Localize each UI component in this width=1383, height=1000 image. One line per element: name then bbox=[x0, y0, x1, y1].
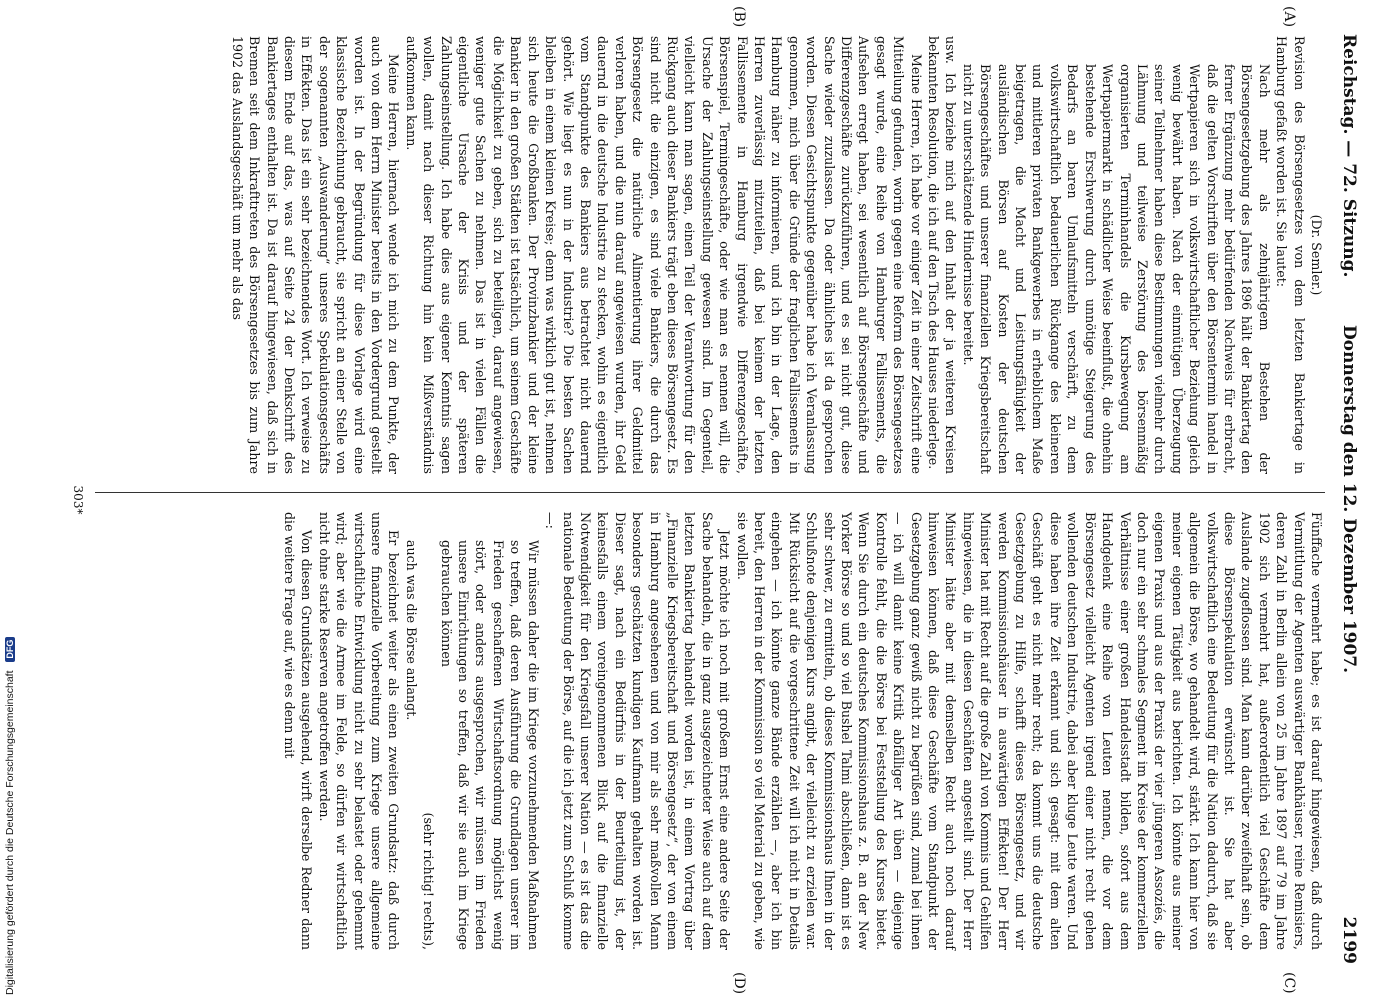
quoted-passage: auch was die Börse anlangt. bbox=[403, 540, 419, 721]
paragraph: Meine Herren, ich habe vor einiger Zeit in einer Zeitschrift eine Mitteilung gefunden, worin gegen eine Reform des Börsengesetzes gesagt wurde, eine Reihe von Hamburger Fallissements, die Aufsehen erregt haben, sei wesentlich auf Börsengeschäfte und Differenzgeschäfte zurückzuführen, und es sei nicht gut, diese Sache wieder zuzulassen. Da oder ähnliches ist da gesprochen worden. Diesen Gesichtspunkte gegenüber habe ich Veranlassung genommen, mich über die Gründe der fraglichen Fallissements in Hamburg näher zu informieren, und ich bin in der Lage, den Herren zuverlässig mitzuteilen, daß bei keinem der letzten Fallissemente in Hamburg irgendwie Differenzgeschäfte, Börsenspiel, Termingeschäfte, oder wie man es nennen will, die Ursache der Zahlungseinstellung gewesen sind. Im Gegenteil, vielleicht kann man sagen, einen Teil der Verantwortung für den Rückgang auch dieser Bankiers trägt eben dieses Börsengesetz. Es sind nicht die einzigen, es sind viele Bankiers, die durch das Börsengesetz die natürliche Alimentierung ihrer Geldmittel verloren haben, und die nun darauf angewiesen wurden, ihr Geld dauernd in die deutsche Industrie zu stecken, wohin es eigentlich vom Standpunkte des Bankiers aus betrachtet nicht dauernd gehört. Wie liegt es nun in der Industrie? Die besten Sachen bleiben in einem kleinen Kreise; denn was wirklich gut ist, nehmen sich heute die Großbanken. Der Provinzbankier und der kleine Bankier in den großen Städten ist tatsächlich, um seinem Geschäfte die Möglichkeit zu geben, sich zu beteiligen, darauf angewiesen, weniger gute Sachen zu nehmen. Das ist in vielen Fällen die eigentliche Ursache der Krisis und der späteren Zahlungseinstellung. Ich habe dies aus eigener Kenntnis sagen wollen, damit nach dieser Richtung hin kein Mißverständnis aufkommen kann. bbox=[403, 36, 924, 474]
paragraph: Fünffache vermehrt habe; es ist darauf hingewiesen, daß durch Vermittlung der Agenten auswärtiger Bankhäuser, reine Remisiers, deren Zahl in Berlin allein von 25 im Jahre 1897 auf 79 im Jahre 1902 sich vermehrt hat, außerordentlich viel Geschäfte dem Auslande zugeflossen sind. Man kann darüber zweifelhaft sein, ob diese Börsenspekulation erwünscht ist. Sie hat aber volkswirtschaftlich eine Bedeutung für die Nation dadurch, daß sie allgemein die Börse, wo gehandelt wird, stärkt. Ich kann hier von meiner eigenen Tätigkeit aus berichten. Ich könnte aus meiner eigenen Praxis und aus der Praxis der vier jüngeren Assoziés, die doch nur ein sehr schmales Segment im Kreise der kommerziellen Verhältnisse einer großen Handelsstadt bilden, sofort aus dem Handgelenk eine Reihe von Leuten nennen, die vor dem Börsengesetz vielleicht Agenten irgend einer nicht recht gehen wollenden deutschen Industrie, dabei aber kluge Leute waren. Und diese haben ihre Zeit erkannt und sich gesagt: mit dem alten Geschäft geht es nicht mehr recht; da kommt uns die deutsche Gesetzgebung zu Hilfe, schafft dieses Börsengesetz, und wir werden Kommissionshäuser in auswärtigen Effekten! Der Herr Minister hat mit Recht auf die große Zahl von Kommis und Gehilfen hingewiesen, die in diesen Geschäften angestellt sind. Der Herr Minister hätte aber mit demselben Recht auch noch darauf hinweisen können, daß diese Geschäfte vom Standpunkt der Gesetzgebung ganz gewiß nicht zu begrüßen sind, zumal bei ihnen — ich will damit keine Kritik abfälliger Art üben — diejenige Kontrolle fehlt, die die Börse bei Feststellung des Kurses bietet. Wenn Sie durch ein deutsches Kommissionshaus z. B. an der New Yorker Börse so und so viel Bushel Talmi abschließen, dann ist es sehr schwer, zu ermitteln, ob dieses Kommissionshaus Ihnen in der Schlußnote denjenigen Kurs angibt, der vielleicht zu erzielen war. Mit Rücksicht auf die vorgeschrittene Zeit will ich nicht in Details eingehen — ich könnte ganze Bände erzählen —, aber ich bin bereit, den Herren in der Kommission so viel Material zu geben, wie sie wollen. bbox=[734, 512, 1324, 950]
quoted-passage: Wir müssen daher die im Kriege vorzunehmenden Maßnahmen so treffen, daß deren Ausführung die Grundlagen unserer im Frieden geschaffenen Wirtschaftsordnung möglichst wenig stört, oder anders ausgesprochen, wir müssen im Frieden unsere Einrichtungen so treffen, daß wir sie auch im Kriege gebrauchen können bbox=[438, 540, 541, 950]
right-column bbox=[281, 512, 1325, 950]
paragraph: Meine Herren, hiernach wende ich mich zu dem Punkte, der auch von dem Herrn Minister bereits in den Vordergrund gestellt worden ist. In der Begründung für diese Vorlage wird eine klassische Bezeichnung gebraucht, sie spricht an einer Stelle von der sogenannten „Auswanderung“ unseres Spekulationsgeschäfts in Effekten. Das ist ein sehr bezeichnendes Wort. Ich verweise zu diesem Ende auf das, was auf Seite 24 der Denkschrift des Bankiertages enthalten ist. Da ist darauf hingewiesen, daß sich in Bremen seit dem Inkrafttreten des Börsengesetzes bis zum Jahre 1902 das Auslandsgeschäft um mehr als das bbox=[229, 36, 402, 474]
margin-letter-b: (B) bbox=[731, 6, 747, 28]
left-column bbox=[228, 36, 1325, 474]
page-number: 2199 bbox=[1339, 916, 1359, 964]
dfg-logo: DFG bbox=[5, 637, 15, 662]
speaker-name: (Dr. Semler.) bbox=[1309, 214, 1324, 296]
interjection: (sehr richtig! rechts), bbox=[421, 812, 437, 950]
margin-letter-a: (A) bbox=[1281, 6, 1297, 28]
paragraph: Von diesen Grundsätzen ausgehend, wirft derselbe Redner dann die weitere Frage auf, wie es denn mit bbox=[282, 512, 315, 950]
column-divider bbox=[95, 492, 1325, 493]
header-session: Reichstag. — 72. Sitzung. bbox=[1339, 34, 1359, 278]
paragraph: Jetzt möchte ich noch mit großem Ernst eine andere Seite der Sache behandeln, die in ganz ausgezeichneter Weise auch auf dem letzten Bankiertag behandelt worden ist, in einem Vortrag über „Finanzielle Kriegsbereitschaft und Börsengesetz“, der von einem in Hamburg angesehenen und von mir als sehr maßvollen Mann besonders geschätzten kundigen Kaufmann gehalten worden ist. Dieser sagt, nach ein Bedürfnis in der Beurteilung ist, der keinesfalls einem voreingenommenen Blick auf die finanzielle Notwendigkeit für den Kriegsfall unserer Nation — es ist das die nationale Bedeutung der Börse, auf die ich jetzt zum Schluß komme —: bbox=[543, 512, 733, 950]
page-header bbox=[1333, 34, 1359, 964]
margin-letter-c: (C) bbox=[1281, 972, 1297, 994]
paragraph: Revision des Börsengesetzes von dem letzten Bankiertage in Hamburg gefaßt worden ist. Sie lautet: bbox=[1274, 36, 1307, 474]
quoted-resolution: Nach mehr als zehnjährigem Bestehen der Börsengesetzgebung des Jahres 1896 hält der Bankiertag den ferner Ergänzung mehr bedürfenden Nachweis für erbracht, daß die gelten Vorschriften über den Börsentermin handel in Wertpapieren sich in volkswirtschaftlicher Beziehung gleich wenig bewährt haben. Nach der einmütigen Überzeugung seiner Teilnehmer haben diese Bestimmungen vielmehr durch Lähmung und teilweise Zerstörung des börsenmäßig organisierten Terminhandels die Kursbewegung am Wertpapiermarkt in schädlicher Weise beeinflußt, die ohnehin bestehende Erschwerung durch unnötige Steigerung des Bedarfs an baren Umlaufsmitteln verschärft, zu dem volkswirtschaftlich bedauerlichen Rückgange des kleineren und mittleren privaten Bankgewerbes in erheblichem Maße beigetragen, die Macht und Leistungsfähigkeit der ausländischen Börsen auf Kosten der deutschen Börsengeschäftes und unserer finanziellen Kriegsbereitschaft nicht zu unterschätzende Hindernisse bereitet. bbox=[960, 64, 1272, 474]
document-page bbox=[50, 0, 1383, 1000]
paragraph: usw. Ich beziehe mich auf den Inhalt der ja weiteren Kreisen bekannten Resolution, die ich auf den Tisch des Hauses niederlege. bbox=[926, 36, 959, 474]
paragraph: Er bezeichnet weiter als einen zweiten Grundsatz: daß durch unsere finanzielle Vorbereitung zum Kriege unsere allgemeine wirtschaftliche Entwicklung nicht zu sehr belastet oder gehemmt wird; aber wie die Armee im Felde, so dürfen wir wirtschaftlich nicht ohne starke Reserven angetroffen werden. bbox=[316, 512, 402, 950]
digitization-text: Digitalisierung gefördert durch die Deutsche Forschungsgemeinschaft bbox=[4, 670, 16, 995]
header-date: Donnerstag den 12. Dezember 1907. bbox=[1339, 324, 1359, 674]
digitization-note bbox=[4, 637, 16, 995]
margin-letter-d: (D) bbox=[731, 972, 747, 995]
sheet-number: 303* bbox=[71, 485, 85, 515]
